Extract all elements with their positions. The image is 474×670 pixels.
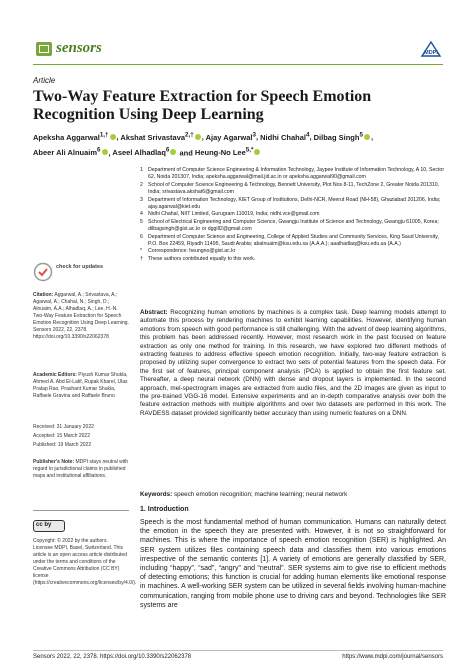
academic-editors: Academic Editors: Piyush Kumar Shukla, Ahmed A. Abd El-Latif, Rupak Kharel, Ulas Pratap Rao, Prashant Kumar Shukla, Raffaele Gravina and Raffaele Bruno bbox=[33, 372, 128, 399]
svg-text:MDPI: MDPI bbox=[424, 50, 438, 56]
journal-url-link[interactable]: https://www.mdpi.com/journal/sensors bbox=[342, 654, 443, 660]
affiliation: 4 Nidhi Chahal, NIIT Limited, Gurugram 110019, India; nidhi.vce@gmail.com bbox=[140, 211, 320, 218]
citation-block: Citation: Aggarwal, A.; Srivastava, A.; Agarwal, A.; Chahal, N.; Singh, D.; Alnuaim, A.A.; Alhadlaq, A.; Lee, H.-N. Two-Way Feature Extraction for Speech Emotion Recognition Using Deep Learning. Sensors 2022, 22, 2378. https://doi.org/10.3390/s22062378 bbox=[33, 292, 129, 340]
author[interactable]: Abeer Ali Alnuaim$^6$ bbox=[33, 146, 101, 157]
check-for-updates-icon[interactable] bbox=[33, 262, 53, 282]
published-date: Published: 19 March 2022 bbox=[33, 442, 92, 448]
section-heading: 1. Introduction bbox=[140, 506, 189, 513]
orcid-icon[interactable] bbox=[254, 149, 260, 155]
article-type: Article bbox=[33, 76, 56, 85]
affiliation: 5 School of Electrical Engineering and Computer Science, Gwangju Institute of Science and Technology, Gwangju 61005, Korea; dilbagsingh@gist.ac.kr or dggill2@gmail.com bbox=[140, 218, 439, 233]
author[interactable]: Aseel Alhadlaq$^6$ bbox=[112, 146, 170, 157]
footer-divider bbox=[33, 650, 443, 651]
author[interactable]: Nidhi Chahal$^4$ bbox=[260, 131, 310, 142]
keywords: Keywords: speech emotion recognition; machine learning; neural network bbox=[140, 491, 348, 498]
publisher-note: Publisher’s Note: MDPI stays neutral with regard to jurisdictional claims in published maps and institutional affiliations. bbox=[33, 459, 129, 479]
copyright-notice: Copyright: © 2022 by the authors. Licensee MDPI, Basel, Switzerland. This article is an open access article distributed under the terms and conditions of the Creative Commons Attribution (CC BY) license (https://creativecommons.org/licenses/by/4.0/). bbox=[33, 538, 137, 586]
mdpi-logo-icon bbox=[420, 40, 442, 60]
received-date: Received: 31 January 2022 bbox=[33, 424, 94, 430]
author[interactable]: Ajay Agarwal$^3$ bbox=[205, 131, 256, 142]
author[interactable]: Heung-No Lee$^{5,*}$ bbox=[194, 146, 254, 157]
cc-by-license-icon[interactable]: cc by bbox=[33, 520, 65, 532]
accepted-date: Accepted: 15 March 2022 bbox=[33, 433, 90, 439]
correspondence: * Correspondence: heungno@gist.ac.kr bbox=[140, 248, 236, 255]
author[interactable]: Apeksha Aggarwal$^{1,\dagger}$ bbox=[33, 131, 109, 142]
affiliation: 3 Department of Information Technology, KIET Group of Institutions, Delhi-NCR, Meerut Road (NH-58), Ghaziabad 201206, India; ajay.agarwal@kiet.edu bbox=[140, 196, 441, 211]
header-divider bbox=[33, 64, 443, 65]
affiliation: 1 Department of Computer Science Engineering & Information Technology, Jaypee Institute of Information Technology, A 10, Sector 62, Noida 201307, India; apeksha.aggarwal@mail.jiit.ac.in or apeksha.aggarwal90@gmail.com bbox=[140, 167, 445, 181]
journal-logo-icon bbox=[36, 42, 52, 56]
author[interactable]: Dilbag Singh$^5$ bbox=[313, 131, 363, 142]
orcid-icon[interactable] bbox=[110, 134, 116, 140]
author[interactable]: Akshat Srivastava$^{2,\dagger}$ bbox=[120, 131, 194, 142]
abstract: Abstract: Recognizing human emotions by machines is a complex task. Deep learning models attempt to automate this process by rendering machines to exhibit learning capabilities. However, identifying human emotions from speech with good performance is still challenging. With the advent of deep learning algorithms, this problem has been addressed recently. However, most research work in the past focused on feature extraction as only one method for training. In this research, we have explored two different methods of extracting features to address effective speech emotion recognition. Initially, two-way feature extraction is proposed by utilizing super convergence to extract two sets of potential features from the speech data. For the first set of features, principal component analysis (PCA) is applied to obtain the first feature set. Thereafter, a deep neural network (DNN) with dense and dropout layers is implemented. In the second approach, mel-spectrogram images are extracted from audio files, and the 2D images are given as input to the pre-trained VGG-16 model. Extensive experiments and an in-depth comparative analysis over both the feature extraction methods with multiple algorithms and over two datasets are performed in this work. The RAVDESS dataset provided significantly better accuracy than using numeric features on a DNN. bbox=[140, 309, 446, 417]
equal-contribution-note: † These authors contributed equally to this work. bbox=[140, 255, 256, 262]
affiliation: 2 School of Computer Science Engineering & Technology, Bennett University, Plot Nos 8-11, TechZone 2, Greater Noida 201310, India; srivastava.akshat6@gmail.com bbox=[140, 181, 440, 196]
orcid-icon[interactable] bbox=[364, 134, 370, 140]
journal-name: sensors bbox=[56, 40, 102, 56]
sidebar-divider bbox=[33, 510, 129, 511]
orcid-icon[interactable] bbox=[195, 134, 201, 140]
orcid-icon[interactable] bbox=[102, 149, 108, 155]
check-for-updates-label[interactable]: check for updates bbox=[56, 264, 104, 270]
author-list: Apeksha Aggarwal$^{1,\dagger}$ , Akshat Srivastava$^{2,\dagger}$ , Ajay Agarwal$^3$, Nidhi Chahal$^4$, Dilbag Singh$^5$ , Abeer Ali Alnuaim$^6$ , Aseel Alhadlaq$^6$ and Heung-No Lee$^{5,*}$ bbox=[33, 131, 374, 157]
affiliations bbox=[140, 167, 445, 263]
affiliation: 6 Department of Computer Science and Engineering, College of Applied Studies and Community Services, King Saud University, P.O. Box 22459, Riyadh 11495, Saudi Arabia; abalnuaim@ksu.edu.sa (A.A.A.); aaalhadlaq@ksu.edu.sa (A.A.) bbox=[140, 233, 439, 248]
introduction-text: Speech is the most fundamental method of human communication. Humans can naturally detect the emotion in the speech they are presented with. However, it is not so straightforward for machines. This is where the importance of speech emotion recognition (SER) is highlighted. An SER system utilizes files containing speech data and classifies them into various emotions irrespective of the semantic contents [1]. A variety of emotions are generally classified by SER, including “happy”, “sad”, “angry” and “neutral”. SER systems aim to give rise to efficient methods of detecting emotions; this function is crucial for adding human elements like emotional response in machines. A well-working SER system can be utilized in several fields involving human-machine communication, ranging from mobile phone use to driving cars and beyond. Technologies like SER systems are bbox=[140, 519, 446, 609]
footer-citation: Sensors 2022, 22, 2378. https://doi.org/10.3390/s22062378 bbox=[33, 654, 192, 660]
paper-title: Two-Way Feature Extraction for Speech Emotion Recognition Using Deep Learning bbox=[33, 88, 372, 123]
orcid-icon[interactable] bbox=[170, 149, 176, 155]
